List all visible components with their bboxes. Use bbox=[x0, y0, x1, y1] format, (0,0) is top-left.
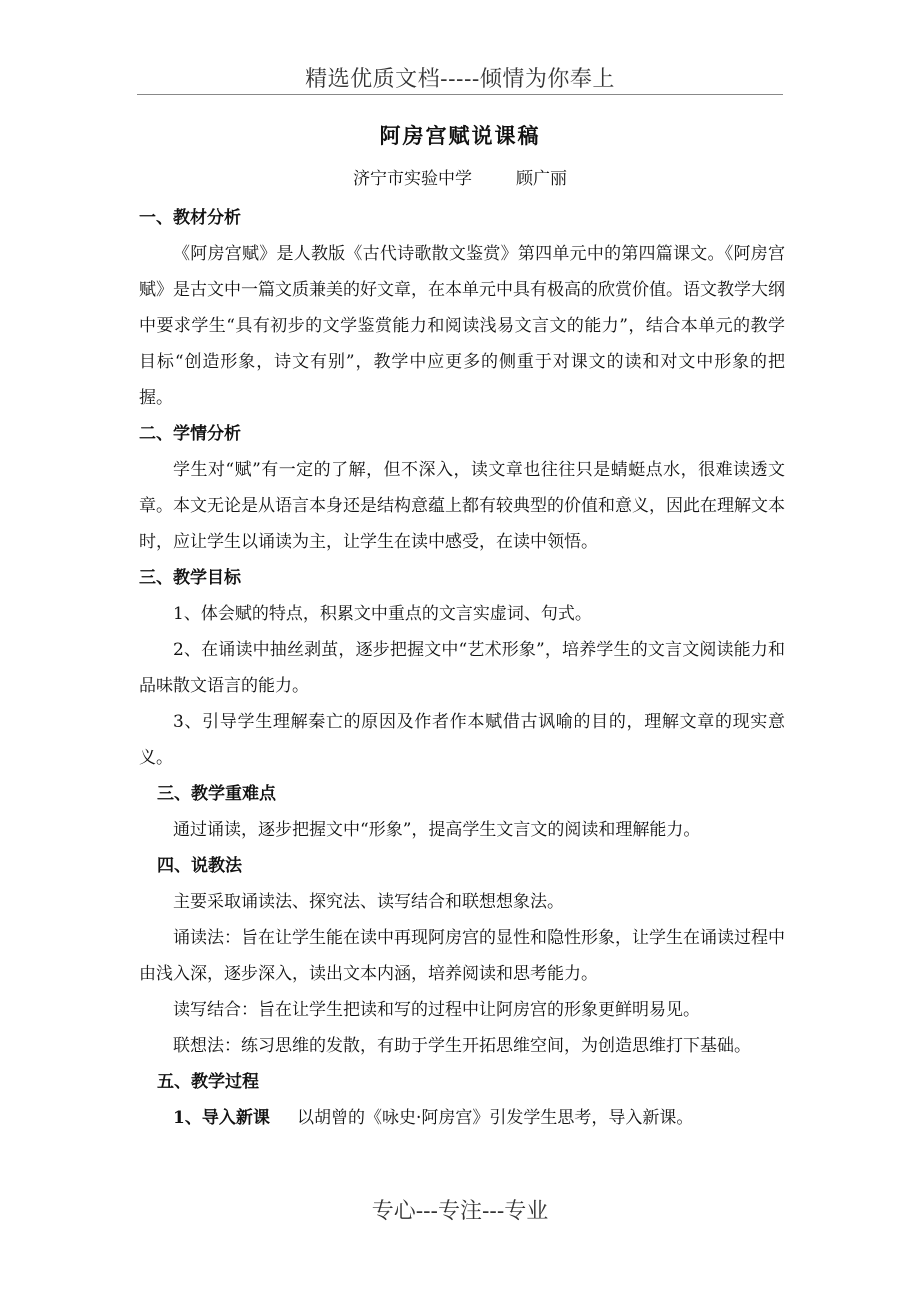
author-name: 顾广丽 bbox=[516, 169, 567, 189]
method-item-2: 诵读法：旨在让学生能在读中再现阿房宫的显性和隐性形象，让学生在诵读过程中由浅入深，逐步深入，读出文本内涵，培养阅读和思考能力。 bbox=[139, 928, 785, 984]
document-body bbox=[139, 200, 785, 1136]
document-title: 阿房宫赋说课稿 bbox=[379, 123, 541, 148]
section-heading-6: 五、教学过程 bbox=[157, 1072, 259, 1092]
section-heading-1: 一、教材分析 bbox=[139, 208, 241, 228]
method-item-4: 联想法：练习思维的发散，有助于学生开拓思维空间，为创造思维打下基础。 bbox=[173, 1036, 751, 1056]
author-line bbox=[0, 164, 920, 189]
section-heading-4: 三、教学重难点 bbox=[157, 784, 276, 804]
process-step-text: 以胡曾的《咏史·阿房宫》引发学生思考，导入新课。 bbox=[297, 1108, 694, 1128]
goal-item-2: 2、在诵读中抽丝剥茧，逐步把握文中“艺术形象”，培养学生的文言文阅读能力和品味散文语言的能力。 bbox=[139, 640, 785, 696]
process-step-1 bbox=[139, 1100, 785, 1136]
section-para-2: 学生对“赋”有一定的了解，但不深入，读文章也往往只是蜻蜓点水，很难读透文章。本文无论是从语言本身还是结构意蕴上都有较典型的价值和意义，因此在理解文本时，应让学生以诵读为主，让学生在读中感受，在读中领悟。 bbox=[139, 460, 785, 552]
page-header: 精选优质文档-----倾情为你奉上 bbox=[305, 67, 615, 92]
process-step-label: 1、导入新课 bbox=[173, 1108, 270, 1128]
page-footer: 专心---专注---专业 bbox=[371, 1199, 549, 1224]
method-item-1: 主要采取诵读法、探究法、读写结合和联想想象法。 bbox=[173, 892, 564, 912]
method-item-3: 读写结合：旨在让学生把读和写的过程中让阿房宫的形象更鲜明易见。 bbox=[173, 1000, 700, 1020]
goal-item-1: 1、体会赋的特点，积累文中重点的文言实虚词、句式。 bbox=[173, 604, 592, 624]
section-para-4: 通过诵读，逐步把握文中“形象”，提高学生文言文的阅读和理解能力。 bbox=[173, 820, 701, 840]
section-heading-2: 二、学情分析 bbox=[139, 424, 241, 444]
section-para-1: 《阿房宫赋》是人教版《古代诗歌散文鉴赏》第四单元中的第四篇课文。《阿房宫赋》是古文中一篇文质兼美的好文章，在本单元中具有极高的欣赏价值。语文教学大纲中要求学生“具有初步的文学鉴赏能力和阅读浅易文言文的能力”，结合本单元的教学目标“创造形象，诗文有别”，教学中应更多的侧重于对课文的读和对文中形象的把握。 bbox=[139, 244, 785, 408]
header-rule bbox=[137, 94, 783, 95]
section-heading-5: 四、说教法 bbox=[157, 856, 242, 876]
section-heading-3: 三、教学目标 bbox=[139, 568, 241, 588]
school-name: 济宁市实验中学 bbox=[353, 169, 472, 189]
goal-item-3: 3、引导学生理解秦亡的原因及作者作本赋借古讽喻的目的，理解文章的现实意义。 bbox=[139, 712, 785, 768]
